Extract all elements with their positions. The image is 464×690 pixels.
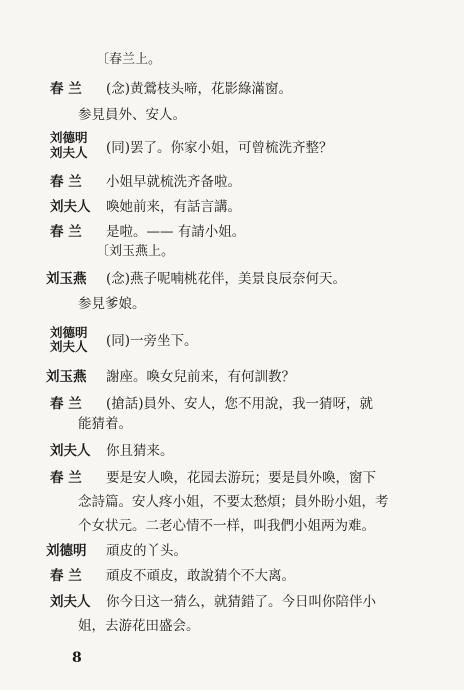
dialogue-line: (同)一旁坐下。: [106, 333, 198, 349]
dialogue-line: 小姐早就梳洗齐备啦。: [106, 174, 241, 190]
dialogue-line: 頑皮不頑皮，敢說猜个不大离。: [106, 568, 295, 584]
speaker-label: 春 兰: [50, 224, 82, 240]
page-number: 8: [72, 650, 82, 666]
speaker-label: 刘德明: [50, 130, 88, 145]
dialogue-line: 个女状元。二老心情不一样，叫我們小姐两为难。: [78, 518, 375, 534]
dialogue-line: (同)罢了。你家小姐，可曾梳洗齐整？: [106, 140, 333, 156]
speaker-label: 刘夫人: [50, 339, 88, 354]
speaker-label: 刘夫人: [50, 145, 88, 160]
dialogue-line: 参見爹娘。: [78, 296, 146, 312]
speaker-label: 春 兰: [50, 174, 82, 190]
dialogue-line: 是啦。—— 有請小姐。: [106, 224, 246, 240]
stage-direction: 〔春兰上。: [96, 52, 162, 67]
dialogue-line: 能猜着。: [78, 416, 132, 432]
stage-direction: 〔刘玉燕上。: [96, 244, 175, 259]
speaker-label: 刘玉燕: [46, 271, 87, 287]
dialogue-line: 你今日这一猜么，就猜錯了。今日叫你陪伴小: [106, 594, 376, 610]
dialogue-line: (念)黄鶯枝头啼，花影綠滿窗。: [106, 81, 293, 97]
speaker-label: 刘玉燕: [46, 369, 87, 385]
dialogue-line: 姐，去游花田盛会。: [78, 618, 200, 634]
speaker-label: 刘德明: [46, 543, 87, 559]
speaker-label: 春 兰: [50, 568, 82, 584]
dialogue-line: (搶話)員外、安人，您不用說，我一猜呀，就: [106, 396, 374, 412]
speaker-label: 春 兰: [50, 470, 82, 486]
dialogue-line: 頑皮的丫头。: [106, 543, 187, 559]
dialogue-line: 要是安人喚，花园去游玩；要是員外喚，窗下: [106, 470, 376, 486]
dialogue-line: 你且猜来。: [106, 443, 174, 459]
dialogue-line: 念詩篇。安人疼小姐，不要太愁煩；員外盼小姐，考: [78, 494, 389, 510]
speaker-label: 春 兰: [50, 81, 82, 97]
dialogue-line: (念)燕子呢喃桃花伴，美景良辰奈何天。: [106, 271, 347, 287]
speaker-label: 刘夫人: [50, 199, 91, 215]
speaker-label: 刘德明: [50, 325, 88, 340]
dialogue-line: 参見員外、安人。: [78, 107, 186, 123]
dialogue-line: 喚她前来，有話言講。: [106, 199, 241, 215]
speaker-label: 刘夫人: [50, 443, 91, 459]
dialogue-line: 謝座。喚女兒前来，有何訓教？: [106, 369, 295, 385]
speaker-label: 刘夫人: [50, 594, 91, 610]
speaker-label: 春 兰: [50, 396, 82, 412]
